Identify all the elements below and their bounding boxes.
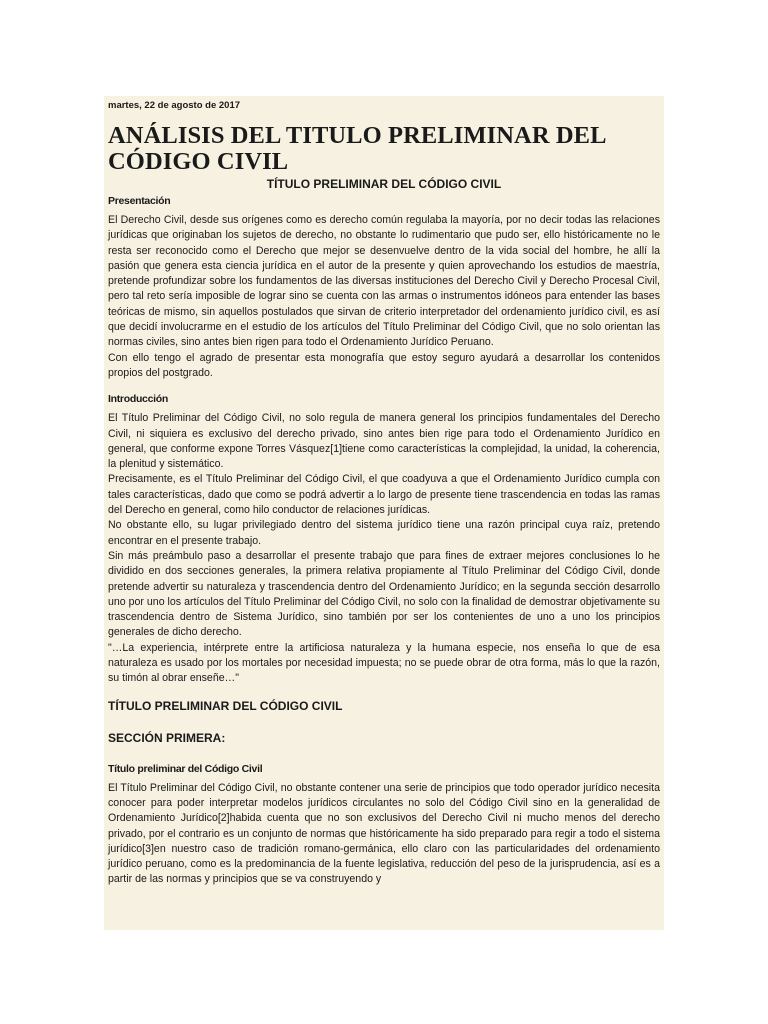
- presentacion-paragraph-1: El Derecho Civil, desde sus orígenes como es derecho común regulaba la mayoría, por no decir todas las relaciones jurídicas que originaban los sujetos de derecho, no obstante lo rudimentario que pudo ser, ello históricamente no le resta ser reconocido como el Derecho que mejor se desenvuelve dentro de la vida social del hombre, he allí la pasión que genera esta ciencia jurídica en el autor de la presente y quien aprovechando los estudios de maestría, pretende profundizar sobre los fundamentos de las diversas instituciones del Derecho Civil y Derecho Procesal Civil, pero tal reto sería imposible de lograr sino se cuenta con las armas o instrumentos idóneos para entender las bases teóricas de mismo, sin aquellos postulados que sirvan de criterio interpretador del ordenamiento jurídico civil, es así que decidí involucrarme en el estudio de los artículos del Título Preliminar del Código Civil, que no solo orientan las normas civiles, sino antes bien rigen para todo el Ordenamiento Jurídico Peruano.: [108, 214, 660, 349]
- introduccion-quote: "…La experiencia, intérprete entre la artificiosa naturaleza y la humana especie, nos enseña lo que de esa naturaleza es usado por los mortales por necesidad impuesta; no se puede obrar de otra forma, más lo que la razón, su timón al obrar enseñe…": [108, 641, 660, 685]
- introduccion-paragraph-3: No obstante ello, su lugar privilegiado dentro del sistema jurídico tiene una razón principal cuya raíz, pretendo encontrar en el presente trabajo.: [108, 519, 660, 547]
- document-title-line-1: ANÁLISIS DEL TITULO PRELIMINAR DEL: [108, 122, 607, 149]
- post-date: martes, 22 de agosto de 2017: [108, 100, 241, 111]
- spacer: [108, 687, 660, 699]
- document-content: [104, 96, 664, 888]
- introduccion-paragraph-4: Sin más preámbulo paso a desarrollar el presente trabajo que para fines de extraer mejores conclusiones lo he dividido en dos secciones generales, la primera relativa propiamente al Título Preliminar del Código Civil, donde pretende advertir su naturaleza y trascendencia dentro del Ordenamiento Jurídico; en la segunda sección desarrollo uno por uno los artículos del Título Preliminar del Código Civil, no solo con la finalidad de demostrar objetivamente su trascendencia dentro de Sistema Jurídico, sino también por ser los contenientes de uno a uno los principios generales de dicho derecho.: [108, 549, 660, 639]
- heading-titulo-preliminar: TÍTULO PRELIMINAR DEL CÓDIGO CIVIL: [108, 698, 343, 713]
- seccion-primera-paragraph-1: El Título Preliminar del Código Civil, no obstante contener una serie de principios que todo operador jurídico necesita conocer para poder interpretar modelos jurídicos circulantes no solo del Código Civil sino en la generalidad de Ordenamiento Jurídico[2]habida cuenta que no son exclusivos del Derecho Civil ni mucho menos del derecho privado, por el contrario es un conjunto de normas que históricamente ha sido preparado para regir a todo el sistema jurídico[3]en nuestro caso de tradición romano-germánica, ello claro con las particularidades del ordenamiento jurídico peruano, como es la predominancia de la fuente legislativa, reducción del peso de la jurisprudencia, así es a partir de las normas y principios que se va construyendo y: [108, 781, 660, 886]
- heading-seccion-primera: SECCIÓN PRIMERA:: [108, 730, 226, 745]
- spacer: [108, 745, 660, 763]
- introduccion-label: Introducción: [108, 393, 168, 406]
- document-title-line-2: CÓDIGO CIVIL: [108, 148, 289, 175]
- presentacion-label: Presentación: [108, 195, 171, 207]
- spacer: [108, 381, 660, 393]
- spacer: [108, 713, 660, 731]
- presentacion-paragraph-2: Con ello tengo el agrado de presentar esta monografía que estoy seguro ayudará a desarrollar los contenidos propios del postgrado.: [108, 351, 660, 379]
- introduccion-paragraph-2: Precisamente, es el Título Preliminar del Código Civil, el que coadyuva a que el Ordenamiento Jurídico cumpla con tales características, dado que como se podrá advertir a lo largo de presente tiene trascendencia en todas las ramas del Derecho en general, como hilo conductor de relaciones jurídicas.: [108, 473, 660, 517]
- document-page: [104, 96, 664, 930]
- document-subtitle: TÍTULO PRELIMINAR DEL CÓDIGO CIVIL: [266, 177, 502, 191]
- seccion-primera-label: Título preliminar del Código Civil: [108, 762, 263, 775]
- document-title: [108, 123, 660, 175]
- introduccion-paragraph-1: El Título Preliminar del Código Civil, no solo regula de manera general los principios fundamentales del Derecho Civil, ni siquiera es exclusivo del derecho privado, sino antes bien rige para todo el Ordenamiento Jurídico en general, que conforme expone Torres Vásquez[1]tiene como características la complejidad, la unidad, la coherencia, la plenitud y sistemático.: [108, 412, 660, 471]
